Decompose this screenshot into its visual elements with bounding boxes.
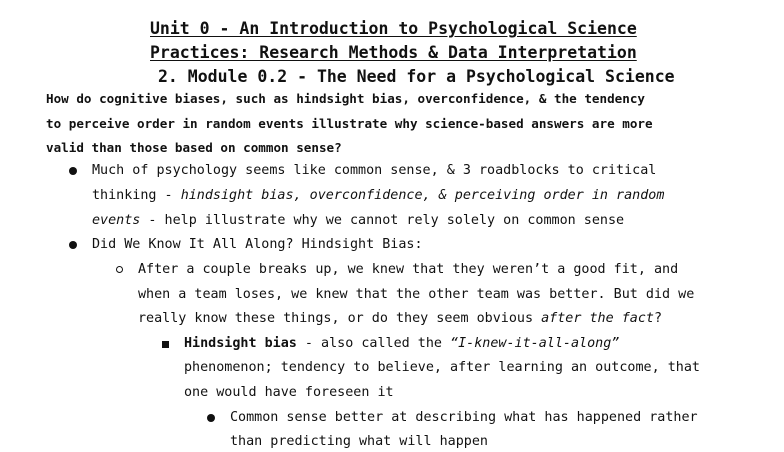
deep-bullet-line-2: than predicting what will happen	[230, 434, 488, 449]
bullet-1-text: - help illustrate why we cannot rely solely on common sense	[140, 213, 625, 228]
subsub-bullet-line-1	[184, 334, 619, 354]
bullet-circle-icon	[116, 266, 123, 273]
subsub-bullet-line-2: phenomenon; tendency to believe, after learning an outcome, that	[184, 360, 700, 375]
unit-title-line-1: Unit 0 - An Introduction to Psychological Science	[150, 19, 637, 38]
term-hindsight-bias: Hindsight bias	[184, 336, 297, 351]
module-title: 2. Module 0.2 - The Need for a Psychological Science	[158, 67, 675, 86]
subsub-bullet-line-3: one would have foreseen it	[184, 385, 394, 400]
bullet-dot-icon	[69, 167, 77, 175]
sub-bullet-text: really know these things, or do they seem obvious	[138, 311, 542, 326]
question-line-2: to perceive order in random events illustrate why science-based answers are more	[46, 115, 653, 131]
subsub-bullet-italic-text: “I-knew-it-all-along”	[450, 336, 620, 351]
bullet-1-line-3	[92, 211, 624, 231]
sub-bullet-line-1: After a couple breaks up, we knew that they weren’t a good fit, and	[138, 262, 679, 277]
bullet-1-line-1: Much of psychology seems like common sense, & 3 roadblocks to critical	[92, 163, 657, 178]
sub-bullet-text: ?	[653, 311, 663, 326]
sub-bullet-italic-text: after the fact	[541, 311, 654, 326]
sub-bullet-line-3	[138, 309, 662, 329]
bullet-dot-icon	[207, 414, 215, 422]
sub-bullet-line-2: when a team loses, we knew that the other team was better. But did we	[138, 287, 695, 302]
unit-title-line-2: Practices: Research Methods & Data Interpretation	[150, 43, 637, 62]
guiding-question	[46, 87, 746, 161]
question-line-1: How do cognitive biases, such as hindsight bias, overconfidence, & the tendency	[46, 91, 645, 106]
bullet-1-italic-text: hindsight bias, overconfidence, & perceiving order in random	[180, 188, 665, 203]
bullet-1-line-2	[92, 186, 664, 206]
subsub-bullet-text: - also called the	[296, 336, 451, 351]
question-line-3: valid than those based on common sense?	[46, 140, 342, 156]
deep-bullet-line-1: Common sense better at describing what has happened rather	[230, 410, 698, 425]
bullet-dot-icon	[69, 241, 77, 249]
bullet-2-text: Did We Know It All Along? Hindsight Bias:	[92, 237, 423, 252]
bullet-1-text: thinking -	[92, 188, 181, 203]
bullet-1-italic-text: events	[92, 213, 141, 228]
bullet-square-icon	[162, 341, 169, 348]
